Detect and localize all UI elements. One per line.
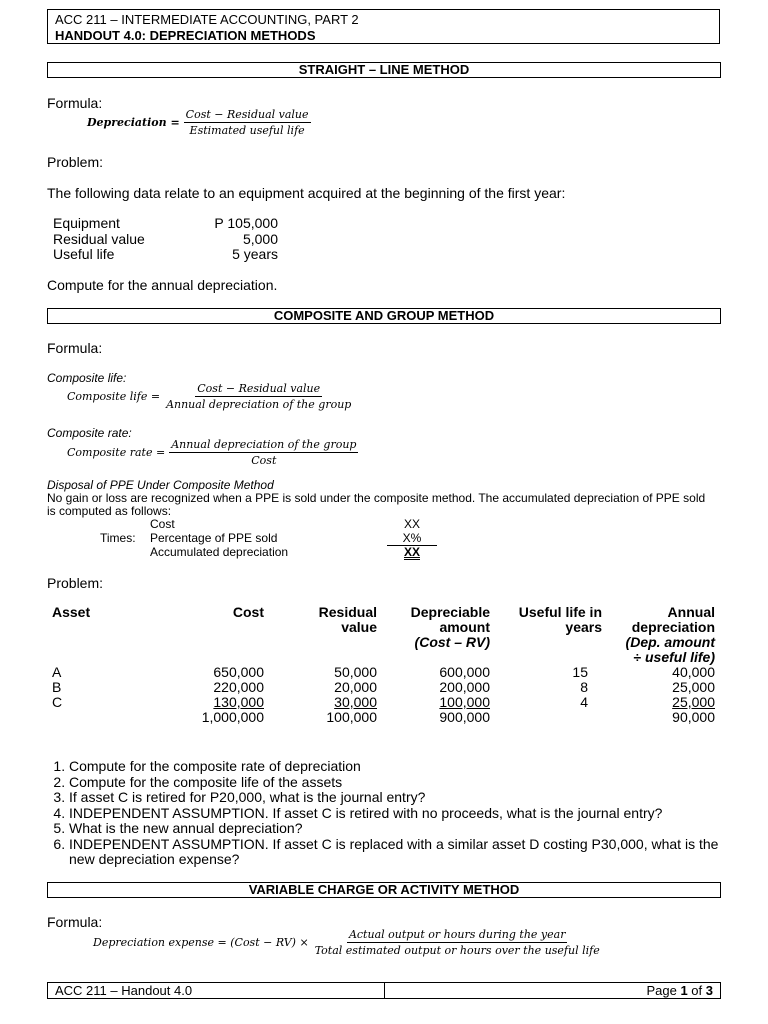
total-residual-value: 100,000	[326, 709, 377, 725]
formula-numerator: Cost − Residual value	[185, 108, 309, 121]
section-title-variable: VARIABLE CHARGE OR ACTIVITY METHOD	[47, 882, 721, 898]
computation-value-cost: XX	[403, 517, 420, 531]
cell-asset: B	[52, 679, 62, 695]
data-label-equipment: Equipment	[53, 215, 120, 231]
question-item: 1. Compute for the composite rate of depreciation	[69, 759, 722, 775]
cell-residual-value: 20,000	[334, 679, 377, 695]
formula-lhs: Depreciation =	[87, 116, 180, 129]
asset-table	[52, 605, 715, 725]
header-depreciable-amount: Depreciable amount (Cost – RV)	[410, 604, 490, 650]
document-header	[47, 9, 720, 44]
question-item: 4. INDEPENDENT ASSUMPTION. If asset C is retired with no proceeds, what is the journal entry?	[69, 806, 722, 822]
header-asset: Asset	[52, 604, 91, 620]
formula-fraction	[164, 382, 353, 411]
header-useful-life: Useful life in years	[518, 604, 602, 635]
table-total-row	[52, 710, 715, 725]
cell-depreciable-amount: 600,000	[439, 664, 490, 680]
table-row	[52, 665, 715, 680]
cell-cost: 650,000	[213, 664, 264, 680]
formula-denominator: Total estimated output or hours over the useful life	[314, 944, 600, 957]
cell-useful-life: 8	[580, 679, 588, 695]
data-value-useful-life: 5 years	[232, 246, 278, 262]
section-title-straight-line: STRAIGHT – LINE METHOD	[47, 62, 721, 78]
question-item: 2. Compute for the composite life of the assets	[69, 775, 722, 791]
header-residual-value: Residual value	[318, 604, 377, 635]
cell-annual-depreciation: 25,000	[672, 694, 715, 710]
formula-fraction	[313, 928, 602, 957]
total-annual-depreciation: 90,000	[672, 709, 715, 725]
question-item: 5. What is the new annual depreciation?	[69, 821, 722, 837]
formula-denominator: Estimated useful life	[189, 124, 305, 137]
computation-value-accumulated: XX	[403, 545, 420, 559]
cell-asset: A	[52, 664, 62, 680]
cell-cost: 220,000	[213, 679, 264, 695]
computation-label-cost: Cost	[150, 517, 175, 531]
formula-lhs: Composite rate =	[67, 446, 166, 459]
formula-numerator: Annual depreciation of the group	[171, 438, 357, 451]
cell-residual-value: 50,000	[334, 664, 377, 680]
instruction-text: Compute for the annual depreciation.	[47, 277, 278, 293]
handout-title: HANDOUT 4.0: DEPRECIATION METHODS	[55, 28, 316, 43]
cell-useful-life: 15	[572, 664, 588, 680]
formula-lhs: Composite life =	[67, 390, 161, 403]
question-list	[47, 759, 722, 868]
cell-annual-depreciation: 40,000	[672, 664, 715, 680]
table-header-row	[52, 605, 715, 665]
composite-rate-formula	[67, 438, 358, 467]
question-list-container	[47, 759, 722, 868]
page-number: Page 1 of 3	[646, 983, 713, 998]
header-cost: Cost	[232, 604, 264, 620]
cell-annual-depreciation: 25,000	[672, 679, 715, 695]
total-depreciable-amount: 900,000	[439, 709, 490, 725]
disposal-text-line1: No gain or loss are recognized when a PPE is sold under the composite method. The accumulated depreciation of PPE sold	[47, 491, 706, 505]
question-item: 6. INDEPENDENT ASSUMPTION. If asset C is replaced with a similar asset D costing P30,000, what is the new depreciation expense?	[69, 837, 722, 868]
table-row	[52, 695, 715, 710]
formula-label: Formula:	[47, 340, 103, 356]
question-item: 3. If asset C is retired for P20,000, what is the journal entry?	[69, 790, 722, 806]
formula-lhs: Depreciation expense = (Cost − RV) ×	[93, 936, 309, 949]
disposal-text-line2: is computed as follows:	[47, 504, 172, 518]
formula-label: Formula:	[47, 914, 103, 930]
data-value-residual: 5,000	[242, 231, 278, 247]
problem-text: The following data relate to an equipment acquired at the beginning of the first year:	[47, 185, 566, 201]
computation-prefix-times: Times:	[100, 531, 136, 545]
formula-fraction	[169, 438, 358, 467]
formula-label: Formula:	[47, 95, 103, 111]
footer-handout-label: ACC 211 – Handout 4.0	[55, 983, 193, 998]
formula-fraction	[184, 108, 311, 137]
formula-numerator: Cost − Residual value	[197, 382, 321, 395]
cell-depreciable-amount: 200,000	[439, 679, 490, 695]
total-cost: 1,000,000	[201, 709, 264, 725]
computation-value-percentage: X%	[387, 531, 437, 546]
composite-rate-label: Composite rate:	[47, 426, 132, 440]
cell-cost: 130,000	[213, 694, 264, 710]
cell-residual-value: 30,000	[334, 694, 377, 710]
computation-label-accumulated: Accumulated depreciation	[150, 545, 289, 559]
formula-numerator: Actual output or hours during the year	[348, 928, 566, 941]
disposal-title: Disposal of PPE Under Composite Method	[47, 478, 274, 492]
data-label-residual: Residual value	[53, 231, 145, 247]
composite-life-formula	[67, 382, 353, 411]
page-footer	[47, 982, 721, 999]
data-value-equipment: P 105,000	[214, 215, 278, 231]
table-row	[52, 680, 715, 695]
cell-useful-life: 4	[580, 694, 588, 710]
computation-label-percentage: Percentage of PPE sold	[150, 531, 278, 545]
cell-depreciable-amount: 100,000	[439, 694, 490, 710]
course-title: ACC 211 – INTERMEDIATE ACCOUNTING, PART 2	[55, 12, 359, 27]
formula-denominator: Annual depreciation of the group	[166, 398, 352, 411]
problem-label: Problem:	[47, 575, 104, 591]
composite-life-label: Composite life:	[47, 371, 127, 385]
formula-denominator: Cost	[251, 454, 277, 467]
footer-divider	[384, 983, 385, 998]
straight-line-formula	[87, 108, 311, 137]
section-title-composite: COMPOSITE AND GROUP METHOD	[47, 308, 721, 324]
cell-asset: C	[52, 694, 63, 710]
problem-label: Problem:	[47, 154, 104, 170]
header-annual-depreciation: Annual depreciation (Dep. amount ÷ useful life)	[625, 604, 715, 665]
variable-charge-formula	[93, 928, 602, 957]
data-label-useful-life: Useful life	[53, 246, 115, 262]
